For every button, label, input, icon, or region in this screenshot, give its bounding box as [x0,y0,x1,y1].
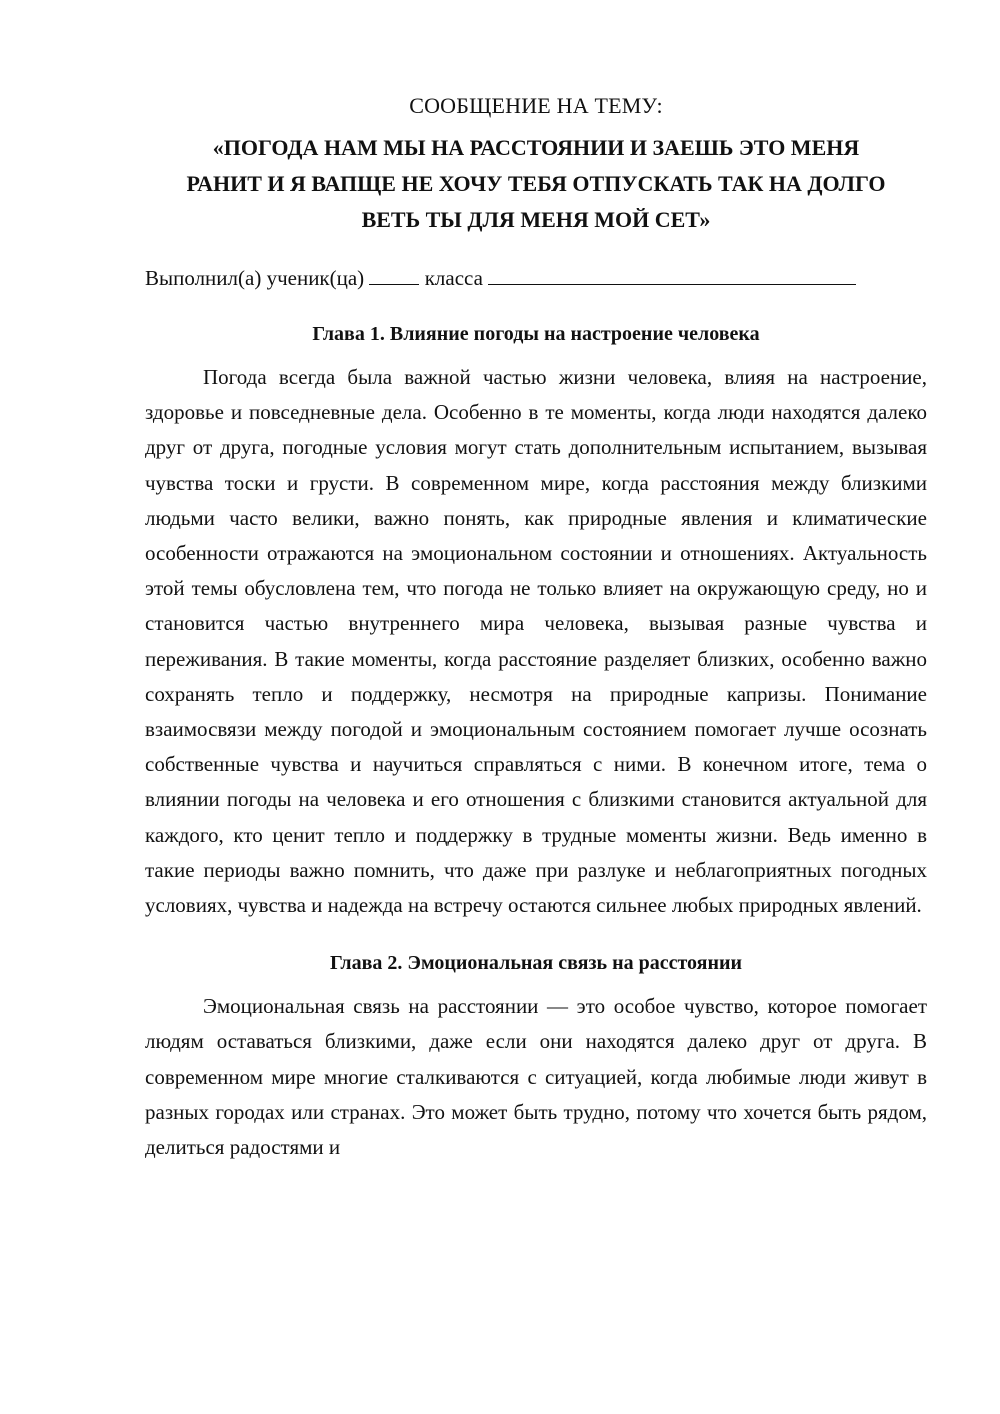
chapter-1-title: Глава 1. Влияние погоды на настроение человека [312,323,760,345]
author-name-blank [488,264,856,285]
author-class-label: класса [424,266,483,290]
document-title-line-2: РАНИТ И Я ВАПЩЕ НЕ ХОЧУ ТЕБЯ ОТПУСКАТЬ ТАК НА ДОЛГО [186,171,886,196]
document-title [145,130,927,238]
class-number-blank [369,264,419,285]
chapter-2-title: Глава 2. Эмоциональная связь на расстоянии [329,952,743,975]
author-line [145,260,927,296]
document-heading-label: СООБЩЕНИЕ НА ТЕМУ: [409,93,663,118]
chapter-2-paragraph: Эмоциональная связь на расстоянии — это особое чувство, которое помогает людям оставаться близкими, даже если они находятся далеко друг от друга. В современном мире многие сталкиваются с ситуацией, когда любимые люди живут в разных городах или странах. Это может быть трудно, потому что хочется быть рядом, делиться радостями и [145,994,927,1160]
document-page [145,88,927,1165]
chapter-1-paragraph: Погода всегда была важной частью жизни человека, влияя на настроение, здоровье и повседневные дела. Особенно в те моменты, когда люди находятся далеко друг от друга, погодные условия могут стать дополнительным испытанием, вызывая чувства тоски и грусти. В современном мире, когда расстояния между близкими людьми часто велики, важно понять, как природные явления и климатические особенности отражаются на эмоциональном состоянии и отношениях. Актуальность этой темы обусловлена тем, что погода не только влияет на окружающую среду, но и становится частью внутреннего мира человека, вызывая разные чувства и переживания. В такие моменты, когда расстояние разделяет близких, особенно важно сохранять тепло и поддержку, несмотря на природные капризы. Понимание взаимосвязи между погодой и эмоциональным состоянием помогает лучше осознать собственные чувства и научиться справляться с ними. В конечном итоге, тема о влиянии погоды на человека и его отношения с близкими становится актуальной для каждого, кто ценит тепло и поддержку в трудные моменты жизни. Ведь именно в такие периоды важно помнить, что даже при разлуке и неблагоприятных погодных условиях, чувства и надежда на встречу остаются сильнее любых природных явлений. [145,365,927,918]
document-title-line-3: ВЕТЬ ТЫ ДЛЯ МЕНЯ МОЙ СЕТ» [361,207,711,232]
document-title-line-1: «ПОГОДА НАМ МЫ НА РАССТОЯНИИ И ЗАЕШЬ ЭТО МЕНЯ [212,135,860,160]
author-prefix: Выполнил(а) ученик(ца) [145,266,365,290]
